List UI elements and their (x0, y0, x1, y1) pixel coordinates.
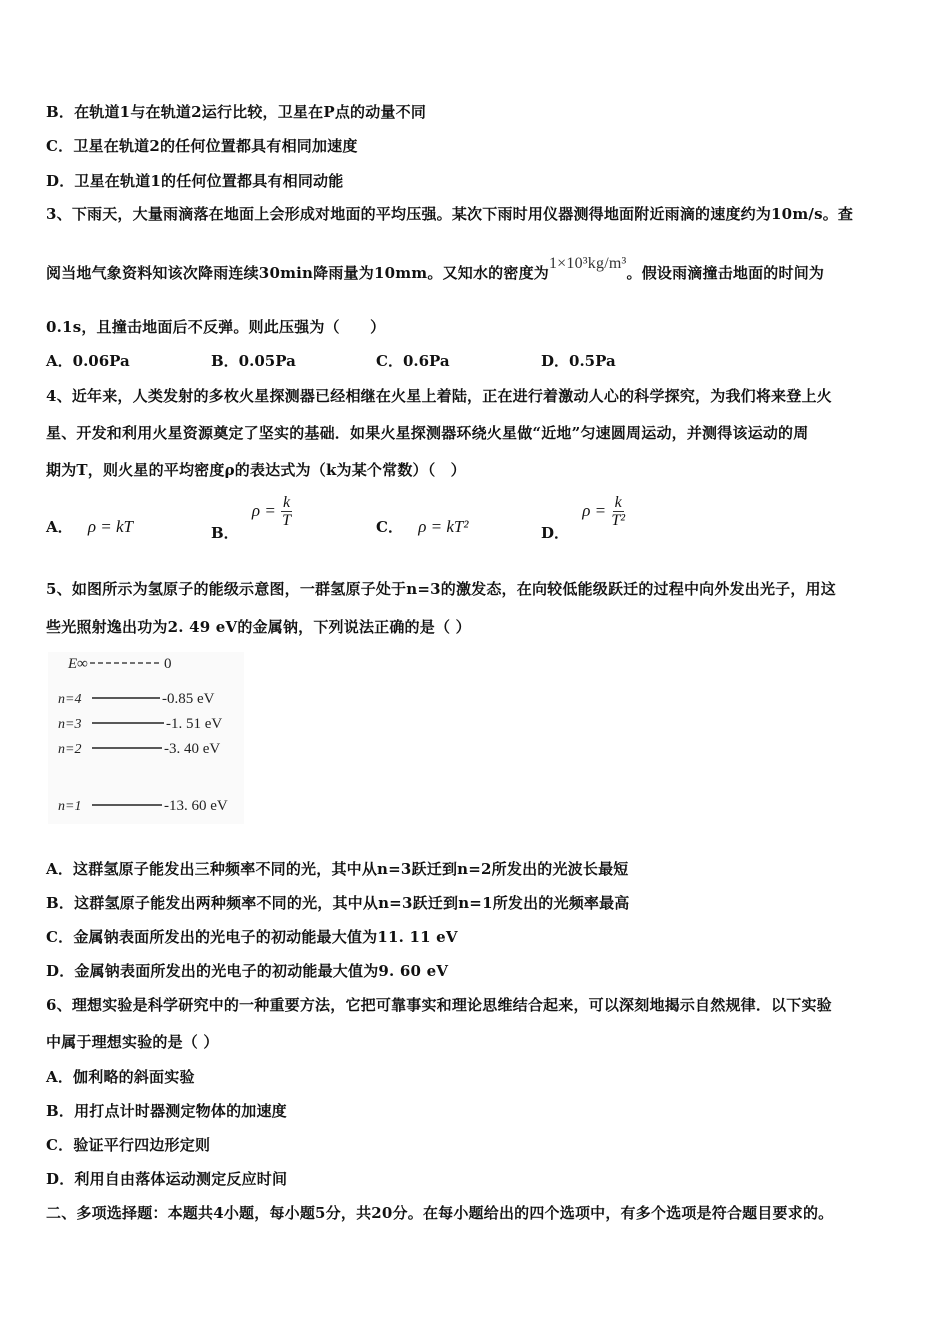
q4-option-b (211, 494, 292, 542)
q4-option-d (541, 494, 626, 542)
level-n2-label: n=2 (58, 742, 82, 757)
q4-option-d-denominator: T² (611, 512, 626, 529)
q4-option-b-denominator: T (282, 512, 292, 529)
q6-option-a: A．伽利略的斜面实验 (46, 1068, 195, 1086)
q4-option-d-label: D． (541, 523, 570, 542)
q4-option-b-lhs: ρ = (251, 500, 276, 520)
q4-option-d-lhs: ρ = (582, 500, 607, 520)
q4-option-c-formula: ρ = kT² (418, 517, 469, 536)
level-n1-value: -13. 60 eV (164, 798, 228, 814)
q3-option-b: B．0.05Pa (211, 352, 296, 370)
q2-option-b: B．在轨道1与在轨道2运行比较，卫星在P点的动量不同 (46, 103, 427, 121)
q4-option-b-numerator: k (283, 494, 291, 511)
q3-stem-line2-post: 。假设雨滴撞击地面的时间为 (626, 264, 825, 282)
q5-option-b: B．这群氢原子能发出两种频率不同的光，其中从n=3跃迁到n=1所发出的光频率最高 (46, 894, 630, 912)
level-n3-value: -1. 51 eV (166, 716, 223, 732)
q5-stem-line1: 5、如图所示为氢原子的能级示意图，一群氢原子处于n=3的激发态，在向较低能级跃迁的过程中向外发出光子，用这 (46, 580, 836, 598)
q2-option-d: D．卫星在轨道1的任何位置都具有相同动能 (46, 172, 344, 190)
q6-stem-line1: 6、理想实验是科学研究中的一种重要方法，它把可靠事实和理论思维结合起来，可以深刻地揭示自然规律．以下实验 (46, 996, 832, 1014)
q4-option-d-fraction (611, 494, 625, 529)
q4-option-d-numerator: k (614, 494, 622, 511)
energy-level-svg (48, 652, 244, 824)
q5-stem-line2: 些光照射逸出功为2. 49 eV的金属钠，下列说法正确的是（ ） (46, 618, 471, 636)
q4-option-a-label: A． (46, 518, 73, 536)
q4-option-c (376, 516, 468, 537)
q2-option-c: C．卫星在轨道2的任何位置都具有相同加速度 (46, 137, 358, 155)
q3-stem-line2-pre: 阅当地气象资料知该次降雨连续30min降雨量为10mm。又知水的密度为 (46, 264, 549, 282)
q4-option-c-label: C． (376, 518, 403, 536)
q3-option-a: A．0.06Pa (46, 352, 130, 370)
q6-option-d: D．利用自由落体运动测定反应时间 (46, 1170, 288, 1188)
q4-stem-line1: 4、近年来，人类发射的多枚火星探测器已经相继在火星上着陆，正在进行着激动人心的科学探究，为我们将来登上火 (46, 387, 832, 405)
section-2-heading: 二、多项选择题：本题共4小题，每小题5分，共20分。在每小题给出的四个选项中，有多个选项是符合题目要求的。 (46, 1204, 834, 1222)
q4-option-a-formula: ρ = kT (87, 517, 134, 536)
density-formula: 1×10³kg/m³ (548, 255, 627, 272)
level-n4-label: n=4 (58, 692, 82, 707)
q4-option-b-label: B． (211, 523, 239, 542)
q5-option-d: D．金属钠表面所发出的光电子的初动能最大值为9. 60 eV (46, 962, 449, 980)
q3-stem-line1: 3、下雨天，大量雨滴落在地面上会形成对地面的平均压强。某次下雨时用仪器测得地面附近雨滴的速度约为10m/s。查 (46, 205, 854, 223)
q3-option-c: C．0.6Pa (376, 352, 450, 370)
level-n2-value: -3. 40 eV (164, 741, 221, 757)
level-inf-label: E∞ (68, 656, 88, 672)
q3-stem-line3: 0.1s，且撞击地面后不反弹。则此压强为（ ） (46, 318, 386, 336)
level-n4-value: -0.85 eV (162, 691, 215, 707)
q6-stem-line2: 中属于理想实验的是（ ） (46, 1033, 219, 1051)
energy-level-diagram (48, 652, 244, 824)
level-n3-label: n=3 (58, 717, 82, 732)
level-n1-label: n=1 (58, 799, 82, 814)
q5-option-c: C．金属钠表面所发出的光电子的初动能最大值为11. 11 eV (46, 928, 458, 946)
q4-option-b-fraction (281, 494, 292, 529)
level-inf-value: 0 (164, 656, 172, 672)
q3-option-d: D．0.5Pa (541, 352, 616, 370)
q4-stem-line2: 星、开发和利用火星资源奠定了坚实的基础．如果火星探测器环绕火星做“近地”匀速圆周运动，并测得该运动的周 (46, 424, 809, 442)
q3-stem-line2 (46, 255, 825, 283)
q6-option-c: C．验证平行四边形定则 (46, 1136, 211, 1154)
q4-stem-line3: 期为T，则火星的平均密度ρ的表达式为（k为某个常数）（ ） (46, 461, 466, 479)
q6-option-b: B．用打点计时器测定物体的加速度 (46, 1102, 287, 1120)
q5-option-a: A．这群氢原子能发出三种频率不同的光，其中从n=3跃迁到n=2所发出的光波长最短 (46, 860, 629, 878)
q4-option-a (46, 516, 133, 537)
